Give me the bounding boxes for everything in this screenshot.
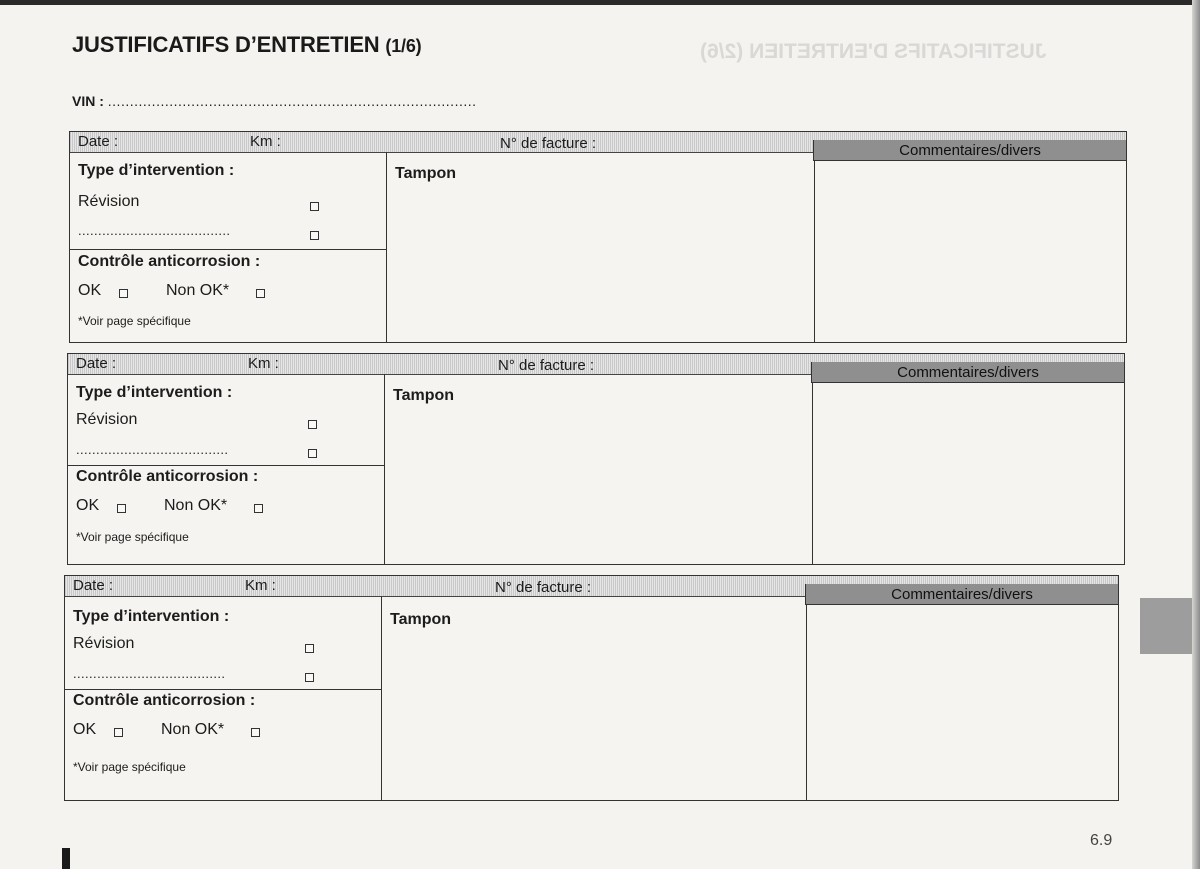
km-label[interactable]: Km : bbox=[248, 355, 279, 372]
top-edge bbox=[0, 0, 1200, 5]
revision-label: Révision bbox=[73, 635, 135, 652]
invoice-label[interactable]: N° de facture : bbox=[495, 579, 592, 596]
other-intervention-checkbox[interactable] bbox=[310, 231, 319, 240]
not-ok-checkbox[interactable] bbox=[254, 504, 263, 513]
divider bbox=[814, 160, 815, 342]
comments-header: Commentaires/divers bbox=[811, 362, 1124, 383]
vin-input-line[interactable]: .................................................................................... bbox=[107, 93, 477, 109]
divider bbox=[68, 465, 384, 466]
date-label[interactable]: Date : bbox=[78, 133, 119, 150]
km-label[interactable]: Km : bbox=[250, 133, 281, 150]
chapter-tab bbox=[1140, 598, 1192, 654]
ok-checkbox[interactable] bbox=[117, 504, 126, 513]
not-ok-checkbox[interactable] bbox=[251, 728, 260, 737]
date-label[interactable]: Date : bbox=[73, 577, 114, 594]
divider bbox=[70, 249, 386, 250]
footnote: *Voir page spécifique bbox=[76, 530, 189, 544]
other-intervention-line[interactable]: ...................................... bbox=[73, 666, 226, 681]
comments-header: Commentaires/divers bbox=[813, 140, 1126, 161]
page-title-part: (1/6) bbox=[385, 36, 422, 56]
intervention-label: Type d’intervention : bbox=[78, 162, 235, 179]
divider bbox=[386, 152, 387, 342]
page-marker-bar bbox=[62, 848, 70, 869]
revision-label: Révision bbox=[78, 193, 140, 210]
page-title bbox=[72, 32, 421, 58]
bleed-through-title: JUSTIFICATIFS D'ENTRETIEN (2/6) bbox=[700, 40, 1047, 63]
stamp-label: Tampon bbox=[395, 165, 457, 182]
anticorrosion-label: Contrôle anticorrosion : bbox=[73, 692, 256, 709]
stamp-label: Tampon bbox=[393, 387, 455, 404]
ok-checkbox[interactable] bbox=[119, 289, 128, 298]
divider bbox=[806, 604, 807, 800]
ok-label: OK bbox=[76, 497, 100, 514]
anticorrosion-label: Contrôle anticorrosion : bbox=[78, 253, 261, 270]
km-label[interactable]: Km : bbox=[245, 577, 276, 594]
vin-field bbox=[72, 93, 477, 109]
intervention-label: Type d’intervention : bbox=[73, 608, 230, 625]
not-ok-label: Non OK* bbox=[164, 497, 228, 514]
revision-checkbox[interactable] bbox=[310, 202, 319, 211]
page-number: 6.9 bbox=[1090, 832, 1113, 849]
divider bbox=[812, 382, 813, 564]
other-intervention-line[interactable]: ...................................... bbox=[76, 442, 229, 457]
divider bbox=[65, 689, 381, 690]
maintenance-form-2 bbox=[67, 353, 1125, 565]
anticorrosion-label: Contrôle anticorrosion : bbox=[76, 468, 259, 485]
revision-checkbox[interactable] bbox=[305, 644, 314, 653]
other-intervention-checkbox[interactable] bbox=[305, 673, 314, 682]
footnote: *Voir page spécifique bbox=[73, 760, 186, 774]
maintenance-form-1 bbox=[69, 131, 1127, 343]
revision-checkbox[interactable] bbox=[308, 420, 317, 429]
stamp-label: Tampon bbox=[390, 611, 452, 628]
divider bbox=[381, 596, 382, 800]
invoice-label[interactable]: N° de facture : bbox=[498, 357, 595, 374]
page-title-text: JUSTIFICATIFS D’ENTRETIEN bbox=[72, 32, 380, 57]
not-ok-label: Non OK* bbox=[166, 282, 230, 299]
other-intervention-checkbox[interactable] bbox=[308, 449, 317, 458]
footnote: *Voir page spécifique bbox=[78, 314, 191, 328]
intervention-label: Type d’intervention : bbox=[76, 384, 233, 401]
revision-label: Révision bbox=[76, 411, 138, 428]
ok-checkbox[interactable] bbox=[114, 728, 123, 737]
invoice-label[interactable]: N° de facture : bbox=[500, 135, 597, 152]
ok-label: OK bbox=[78, 282, 102, 299]
maintenance-form-3 bbox=[64, 575, 1119, 801]
comments-header: Commentaires/divers bbox=[805, 584, 1118, 605]
page-shadow bbox=[1192, 0, 1200, 869]
date-label[interactable]: Date : bbox=[76, 355, 117, 372]
ok-label: OK bbox=[73, 721, 97, 738]
other-intervention-line[interactable]: ...................................... bbox=[78, 223, 231, 238]
not-ok-label: Non OK* bbox=[161, 721, 225, 738]
divider bbox=[384, 374, 385, 564]
vin-label: VIN : bbox=[72, 93, 104, 109]
not-ok-checkbox[interactable] bbox=[256, 289, 265, 298]
